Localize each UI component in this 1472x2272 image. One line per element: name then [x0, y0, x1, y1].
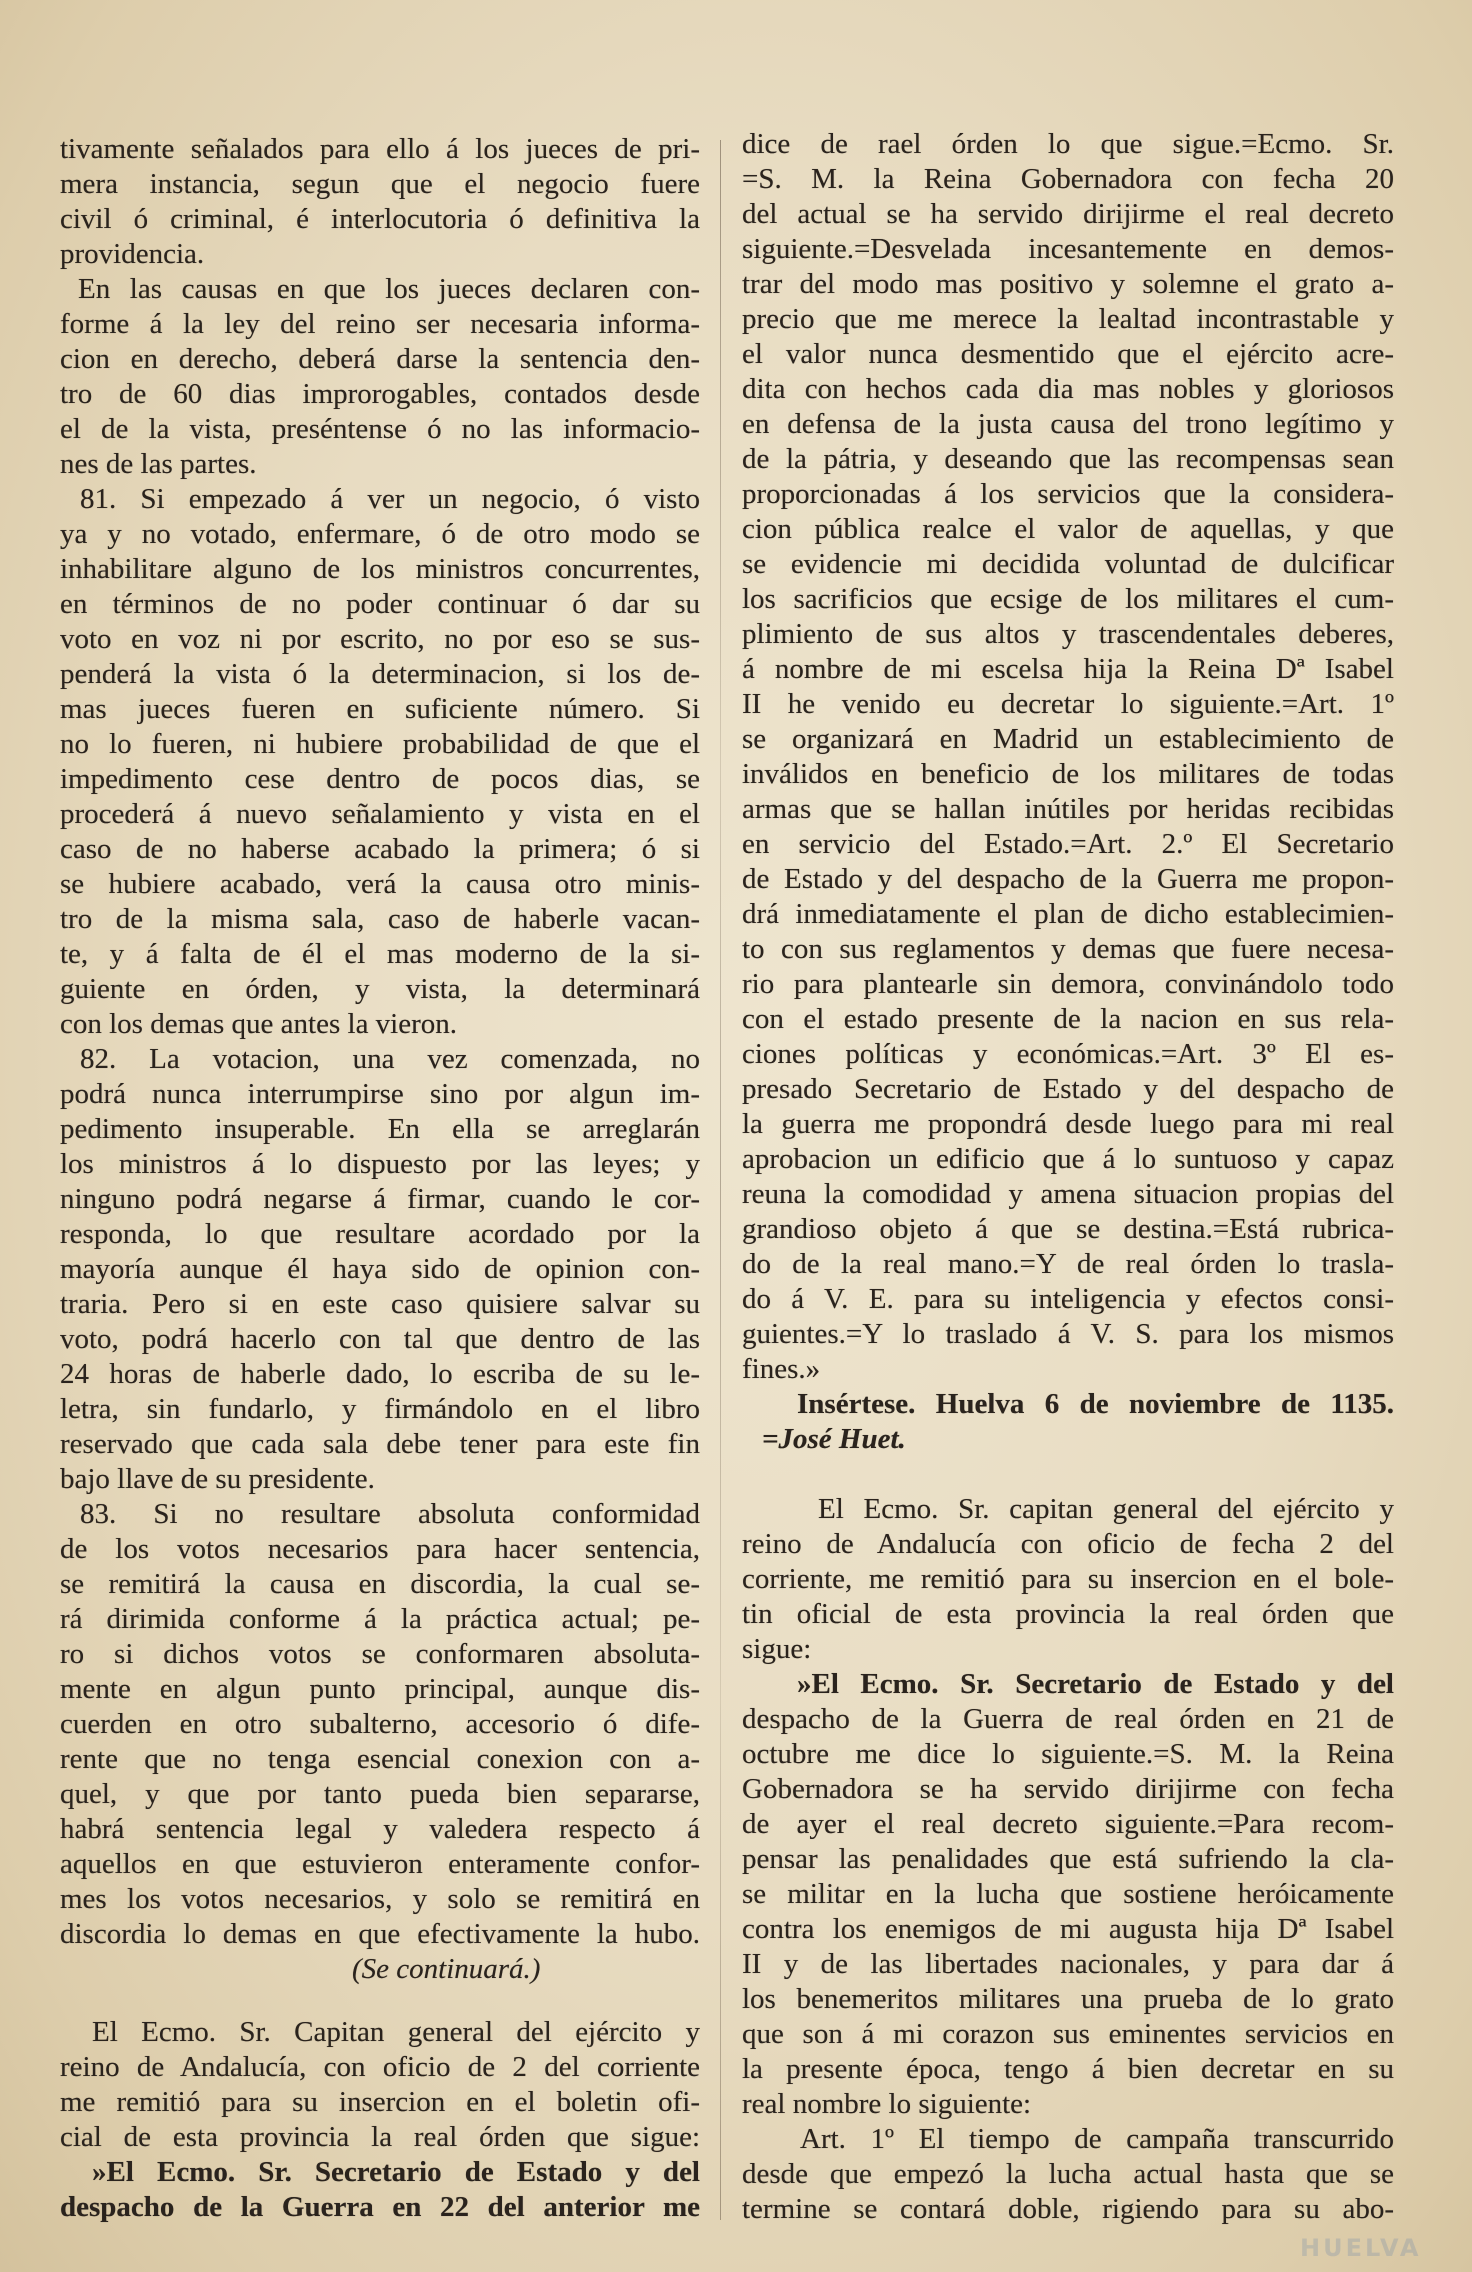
text-line: grandioso objeto á que se destina.=Está rubrica-: [742, 1213, 1394, 1245]
text-line: con los demas que antes la vieron.: [60, 1008, 458, 1040]
text-line: trar del modo mas positivo y solemne el grato a-: [742, 268, 1394, 300]
text-line: armas que se hallan inútiles por heridas recibidas: [742, 793, 1394, 825]
text-line: corriente, me remitió para su insercion en el bole-: [742, 1563, 1394, 1595]
text-line: drá inmediatamente el plan de dicho establecimien-: [742, 898, 1394, 930]
text-line: contra los enemigos de mi augusta hija Dª Isabel: [742, 1913, 1394, 1945]
text-line: reino de Andalucía con oficio de fecha 2 del: [742, 1528, 1394, 1560]
text-line: se remitirá la causa en discordia, la cual se-: [60, 1568, 700, 1600]
text-line: cial de esta provincia la real órden que sigue:: [60, 2121, 700, 2153]
text-line: El Ecmo. Sr. Capitan general del ejército y: [92, 2016, 700, 2048]
text-line: aquellos en que estuvieron enteramente confor-: [60, 1848, 700, 1880]
text-line: presado Secretario de Estado y del despacho de: [742, 1073, 1394, 1105]
article-83: [60, 1497, 700, 1952]
text-line: »El Ecmo. Sr. Secretario de Estado y del: [797, 1668, 1394, 1700]
text-line: rio para plantearle sin demora, convinándolo todo: [742, 968, 1394, 1000]
text-line: guiente en órden, y vista, la determinará: [60, 973, 700, 1005]
text-line: de ayer el real decreto siguiente.=Para recom-: [742, 1808, 1394, 1840]
text-line: Gobernadora se ha servido dirijirme con fecha: [742, 1773, 1394, 1805]
text-line: que son á mi corazon sus eminentes servicios en: [742, 2018, 1394, 2050]
right-column: [742, 127, 1394, 2227]
text-line: la guerra me propondrá desde luego para mi real: [742, 1108, 1394, 1140]
text-line: de la pátria, y deseando que las recompensas sean: [742, 443, 1394, 475]
text-line: habrá sentencia legal y valedera respecto á: [60, 1813, 700, 1845]
text-line: »El Ecmo. Sr. Secretario de Estado y del: [92, 2156, 700, 2188]
text-line: procederá á nuevo señalamiento y vista en el: [60, 798, 700, 830]
text-line: ninguno podrá negarse á firmar, cuando le cor-: [60, 1183, 700, 1215]
article-82: [60, 1042, 700, 1497]
text-line: En las causas en que los jueces declaren con-: [78, 273, 700, 305]
text-line: aprobacion un edificio que á lo suntuoso y capaz: [742, 1143, 1394, 1175]
text-line: cuerden en otro subalterno, accesorio ó dife-: [60, 1708, 700, 1740]
text-line: discordia lo demas en que efectivamente la hubo.: [60, 1918, 700, 1950]
text-line: los ministros á lo dispuesto por las leyes; y: [60, 1148, 700, 1180]
text-line: do á V. E. para su inteligencia y efectos consi-: [742, 1283, 1394, 1315]
text-line: termine se contará doble, rigiendo para su abo-: [742, 2193, 1394, 2225]
text-line: real nombre lo siguiente:: [742, 2088, 1032, 2120]
text-line: rá dirimida conforme á la práctica actual; pe-: [60, 1603, 700, 1635]
text-line: se organizará en Madrid un establecimiento de: [742, 723, 1394, 755]
signature: =José Huet.: [762, 1423, 906, 1455]
text-line: inválidos en beneficio de los militares de todas: [742, 758, 1394, 790]
article-81: [60, 482, 700, 1042]
text-line: 81. Si empezado á ver un negocio, ó visto: [80, 483, 700, 515]
text-line: bajo llave de su presidente.: [60, 1463, 375, 1495]
text-line: se evidencie mi decidida voluntad de dulcificar: [742, 548, 1394, 580]
text-line: á nombre de mi escelsa hija la Reina Dª Isabel: [742, 653, 1394, 685]
text-line: octubre me dice lo siguiente.=S. M. la Reina: [742, 1738, 1394, 1770]
text-line: quel, y que por tanto pueda bien separarse,: [60, 1778, 700, 1810]
text-line: inhabilitare alguno de los ministros concurrentes,: [60, 553, 700, 585]
text-line: los benemeritos militares una prueba de lo grato: [742, 1983, 1394, 2015]
text-line: ya y no votado, enfermare, ó de otro modo se: [60, 518, 700, 550]
signoff: [742, 1387, 1394, 1457]
text-line: cion pública realce el valor de aquellas, y que: [742, 513, 1394, 545]
text-line: no lo fueren, ni hubiere probabilidad de que el: [60, 728, 700, 760]
text-line: reino de Andalucía, con oficio de 2 del corriente: [60, 2051, 700, 2083]
text-line: en servicio del Estado.=Art. 2.º El Secretario: [742, 828, 1394, 860]
text-line: 82. La votacion, una vez comenzada, no: [80, 1043, 700, 1075]
text-line: penderá la vista ó la determinacion, si los de-: [60, 658, 700, 690]
quoted-decree: [742, 127, 1394, 1387]
text-line: =S. M. la Reina Gobernadora con fecha 20: [742, 163, 1394, 195]
section-gap: [60, 1987, 700, 2015]
text-line: mera instancia, segun que el negocio fuere: [60, 168, 700, 200]
text-line: precio que me merece la lealtad incontrastable y: [742, 303, 1394, 335]
text-line: tro de la misma sala, caso de haberle vacan-: [60, 903, 700, 935]
text-line: do de la real mano.=Y de real órden lo trasla-: [742, 1248, 1394, 1280]
text-line: los sacrificios que ecsige de los militares el cum-: [742, 583, 1394, 615]
text-line: la presente época, tengo á bien decretar en su: [742, 2053, 1394, 2085]
text-line: el valor nunca desmentido que el ejército acre-: [742, 338, 1394, 370]
text-line: mas jueces fueren en suficiente número. Si: [60, 693, 700, 725]
text-line: me remitió para su insercion en el boletin ofi-: [60, 2086, 700, 2118]
text-line: civil ó criminal, é interlocutoria ó definitiva la: [60, 203, 700, 235]
text-line: voto en voz ni por escrito, no por eso se sus-: [60, 623, 700, 655]
text-line: fines.»: [742, 1353, 821, 1385]
text-line: podrá nunca interrumpirse sino por algun im-: [60, 1078, 700, 1110]
text-line: plimiento de sus altos y trascendentales deberes,: [742, 618, 1394, 650]
text-line: to con sus reglamentos y demas que fuere necesa-: [742, 933, 1394, 965]
text-line: con el estado presente de la nacion en sus rela-: [742, 1003, 1394, 1035]
text-line: mayoría aunque él haya sido de opinion con-: [60, 1253, 700, 1285]
text-line: 83. Si no resultare absoluta conformidad: [80, 1498, 700, 1530]
text-line: letra, sin fundarlo, y firmándolo en el libro: [60, 1393, 700, 1425]
text-line: tivamente señalados para ello á los jueces de pri-: [60, 133, 700, 165]
text-line: mes los votos necesarios, y solo se remitirá en: [60, 1883, 700, 1915]
text-line: reuna la comodidad y amena situacion propias del: [742, 1178, 1394, 1210]
text-line: se militar en la lucha que sostiene heróicamente: [742, 1878, 1394, 1910]
text-line: nes de las partes.: [60, 448, 257, 480]
text-line: ciones políticas y económicas.=Art. 3º El es-: [742, 1038, 1394, 1070]
watermark: HUELVA: [1300, 2234, 1422, 2262]
text-line: responda, lo que resultare acordado por la: [60, 1218, 700, 1250]
text-line: sigue:: [742, 1633, 812, 1665]
text-line: reservado que cada sala debe tener para este fin: [60, 1428, 700, 1460]
text-line: te, y á falta de él el mas moderno de la si-: [60, 938, 700, 970]
text-line: caso de no haberse acabado la primera; ó si: [60, 833, 700, 865]
quoted-order: [60, 2155, 700, 2225]
text-line: dice de rael órden lo que sigue.=Ecmo. Sr.: [742, 128, 1394, 160]
text-line: II he venido eu decretar lo siguiente.=Art. 1º: [742, 688, 1394, 720]
text-line: II y de las libertades nacionales, y para dar á: [742, 1948, 1394, 1980]
quoted-order: [742, 1667, 1394, 2122]
text-line: del actual se ha servido dirijirme el real decreto: [742, 198, 1394, 230]
text-line: pensar las penalidades que está sufriendo la cla-: [742, 1843, 1394, 1875]
text-line: Art. 1º El tiempo de campaña transcurrido: [800, 2123, 1394, 2155]
text-line: desde que empezó la lucha actual hasta que se: [742, 2158, 1394, 2190]
text-line: impedimento cese dentro de pocos dias, se: [60, 763, 700, 795]
text-line: siguiente.=Desvelada incesantemente en demos-: [742, 233, 1394, 265]
text-line: guientes.=Y lo traslado á V. S. para los mismos: [742, 1318, 1394, 1350]
text-line: de Estado y del despacho de la Guerra me propon-: [742, 863, 1394, 895]
paragraph: [60, 132, 700, 272]
section-gap: [742, 1457, 1394, 1492]
text-line: dita con hechos cada dia mas nobles y gloriosos: [742, 373, 1394, 405]
text-line: mente en algun punto principal, aunque dis-: [60, 1673, 700, 1705]
text-line: tin oficial de esta provincia la real órden que: [742, 1598, 1394, 1630]
text-line: despacho de la Guerra en 22 del anterior me: [60, 2191, 700, 2223]
text-line: El Ecmo. Sr. capitan general del ejército y: [818, 1493, 1394, 1525]
text-line: en términos de no poder continuar ó dar su: [60, 588, 700, 620]
text-line: traria. Pero si en este caso quisiere salvar su: [60, 1288, 700, 1320]
text-line: voto, podrá hacerlo con tal que dentro de las: [60, 1323, 700, 1355]
left-column: [60, 132, 700, 2225]
text-line: rente que no tenga esencial conexion con a-: [60, 1743, 700, 1775]
text-line: tro de 60 dias improrogables, contados desde: [60, 378, 700, 410]
text-line: cion en derecho, deberá darse la sentencia den-: [60, 343, 700, 375]
text-line: se hubiere acabado, verá la causa otro minis-: [60, 868, 700, 900]
article-1: [742, 2122, 1394, 2227]
column-rule: [720, 140, 721, 2220]
text-line: forme á la ley del reino ser necesaria informa-: [60, 308, 700, 340]
insert-line: Insértese. Huelva 6 de noviembre de 1135.: [797, 1388, 1394, 1420]
notice-paragraph: [742, 1492, 1394, 1667]
text-line: en defensa de la justa causa del trono legítimo y: [742, 408, 1394, 440]
text-line: el de la vista, preséntense ó no las informacio-: [60, 413, 700, 445]
text-line: despacho de la Guerra de real órden en 21 de: [742, 1703, 1394, 1735]
text-line: providencia.: [60, 238, 205, 270]
text-line: ro si dichos votos se conformaren absoluta-: [60, 1638, 700, 1670]
text-line: de los votos necesarios para hacer sentencia,: [60, 1533, 700, 1565]
text-line: pedimento insuperable. En ella se arreglarán: [60, 1113, 700, 1145]
paragraph: [60, 272, 700, 482]
continued-note: (Se continuará.): [352, 1953, 541, 1985]
text-line: 24 horas de haberle dado, lo escriba de su le-: [60, 1358, 700, 1390]
text-line: proporcionadas á los servicios que la considera-: [742, 478, 1394, 510]
notice-paragraph: [60, 2015, 700, 2155]
